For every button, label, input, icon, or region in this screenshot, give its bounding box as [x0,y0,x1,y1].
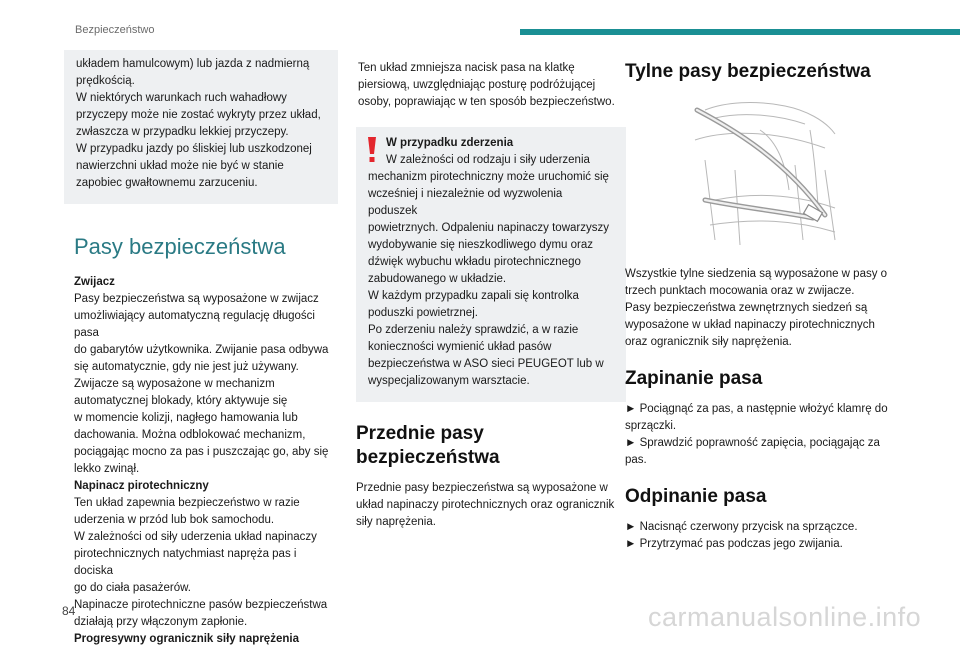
warning-line: dźwięk wybuchu wkładu pirotechnicznego [368,256,581,268]
step-line: sprzączki. [625,420,677,432]
text-line: W zależności od siły uderzenia układ napinaczy [74,531,317,543]
warning-box [356,127,626,402]
step-line: ► Przytrzymać pas podczas jego zwijania. [625,538,843,550]
text-line: umożliwiający automatyczną regulację długości pasa [74,310,315,339]
section-label: Bezpieczeństwo [75,24,155,36]
watermark-text: carmanualsonline.info [648,602,922,632]
box-line: prędkością. [76,75,135,87]
seatbelt-text [64,274,338,648]
step-line: ► Nacisnąć czerwony przycisk na sprzączce. [625,521,858,533]
text-line: Ten układ zmniejsza nacisk pasa na klatkę [358,62,575,74]
box-line: zwłaszcza w przypadku lekkiej przyczepy. [76,126,289,138]
text-line: trzech punktach mocowania oraz w zwijacze. [625,285,855,297]
text-line: do gabarytów użytkownika. Zwijanie pasa odbywa [74,344,329,356]
exclamation-mark-icon [366,137,378,163]
warning-line: poduszki powietrznej. [368,307,478,319]
text-line: wyposażone w układ napinaczy pirotechnicznych [625,319,875,331]
box-line: układem hamulcowym) lub jazda z nadmierną [76,58,310,70]
box-line: zapobiec gwałtownemu zarzuceniu. [76,177,258,189]
box-line: W przypadku jazdy po śliskiej lub uszkodzonej [76,143,312,155]
text-line: automatycznej blokady, który aktywuje się [74,395,288,407]
text-line: Przednie pasy bezpieczeństwa są wyposażone w [356,482,608,494]
text-line: uderzenia w przód lub bok samochodu. [74,514,275,526]
warning-line: bezpieczeństwa w ASO sieci PEUGEOT lub w [368,358,604,370]
rear-seatbelt-illustration [685,100,845,250]
step-line: pas. [625,454,647,466]
box-line: nawierzchni układ może nie być w stanie [76,160,284,172]
front-belts-text [356,480,626,531]
warning-line: mechanizm pirotechniczny może uruchomić się [368,171,609,183]
text-line: Pasy bezpieczeństwa są wyposażone w zwijacz [74,293,319,305]
fasten-heading: Zapinanie pasa [625,368,763,389]
text-line: pociągając mocno za pas i puszczając go, aby się [74,446,329,458]
text-line: Ten układ zapewnia bezpieczeństwo w razie [74,497,300,509]
column-3 [625,60,905,553]
warning-line: konieczności wymienić układ pasów [368,341,552,353]
front-belts-heading: Przednie pasy bezpieczeństwa [356,423,500,468]
warning-line: wyspecjalizowanym warsztacie. [368,375,530,387]
rear-belts-heading: Tylne pasy bezpieczeństwa [625,61,871,82]
text-line: pirotechnicznych natychmiast napręża pas i dociska [74,548,297,577]
warning-line: Po zderzeniu należy sprawdzić, a w razie [368,324,579,336]
text-line: oraz ogranicznik siły naprężenia. [625,336,792,348]
text-line: osoby, poprawiając w ten sposób bezpieczeństwo. [358,96,615,108]
text-line: go do ciała pasażerów. [74,582,191,594]
text-line: piersiową, uwzględniając posturę podróżującej [358,79,596,91]
warning-line: wydobywanie się nieszkodliwego dymu oraz [368,239,594,251]
section-heading: Pasy bezpieczeństwa [74,234,286,259]
warning-line: W każdym przypadku zapali się kontrolka [368,290,579,302]
subheading-ogranicznik: Progresywny ogranicznik siły naprężenia [74,633,299,645]
text-line: Wszystkie tylne siedzenia są wyposażone w pasy o [625,268,888,280]
text-line: układ napinaczy pirotechnicznych oraz ogranicznik [356,499,615,511]
step-line: ► Pociągnąć za pas, a następnie włożyć klamrę do [625,403,888,415]
section-accent-bar [520,29,960,35]
text-line: Zwijacze są wyposażone w mechanizm [74,378,275,390]
warning-line: zabudowanego w układzie. [368,273,507,285]
warning-title: W przypadku zderzenia [386,137,514,149]
intro-text [356,60,626,111]
trailer-info-box [64,50,338,204]
subheading-napinacz: Napinacz pirotechniczny [74,480,209,492]
text-line: siły naprężenia. [356,516,436,528]
warning-line: W zależności od rodzaju i siły uderzenia [386,154,590,166]
text-line: w momencie kolizji, nagłego hamowania lub [74,412,298,424]
unfasten-heading: Odpinanie pasa [625,486,767,507]
column-1 [64,50,338,648]
unfasten-steps [625,519,905,553]
text-line: Napinacze pirotechniczne pasów bezpieczeństwa [74,599,328,611]
page-number: 84 [62,604,76,618]
box-line: przyczepy może nie zostać wykryty przez układ, [76,109,321,121]
text-line: się automatycznie, gdy nie jest już używany. [74,361,299,373]
warning-line: powietrznych. Odpaleniu napinaczy towarzyszy [368,222,609,234]
text-line: lekko zwinął. [74,463,140,475]
text-line: Pasy bezpieczeństwa zewnętrznych siedzeń są [625,302,868,314]
warning-line: wcześniej i niezależnie od wyzwolenia poduszek [368,188,563,217]
fasten-steps [625,401,905,469]
step-line: ► Sprawdzić poprawność zapięcia, pociągając za [625,437,880,449]
text-line: dachowania. Można odblokować mechanizm, [74,429,306,441]
box-line: W niektórych warunkach ruch wahadłowy [76,92,287,104]
subheading-zwijacz: Zwijacz [74,276,115,288]
column-2 [356,60,626,531]
text-line: działają przy włączonym zapłonie. [74,616,248,628]
rear-belts-text [625,266,905,351]
